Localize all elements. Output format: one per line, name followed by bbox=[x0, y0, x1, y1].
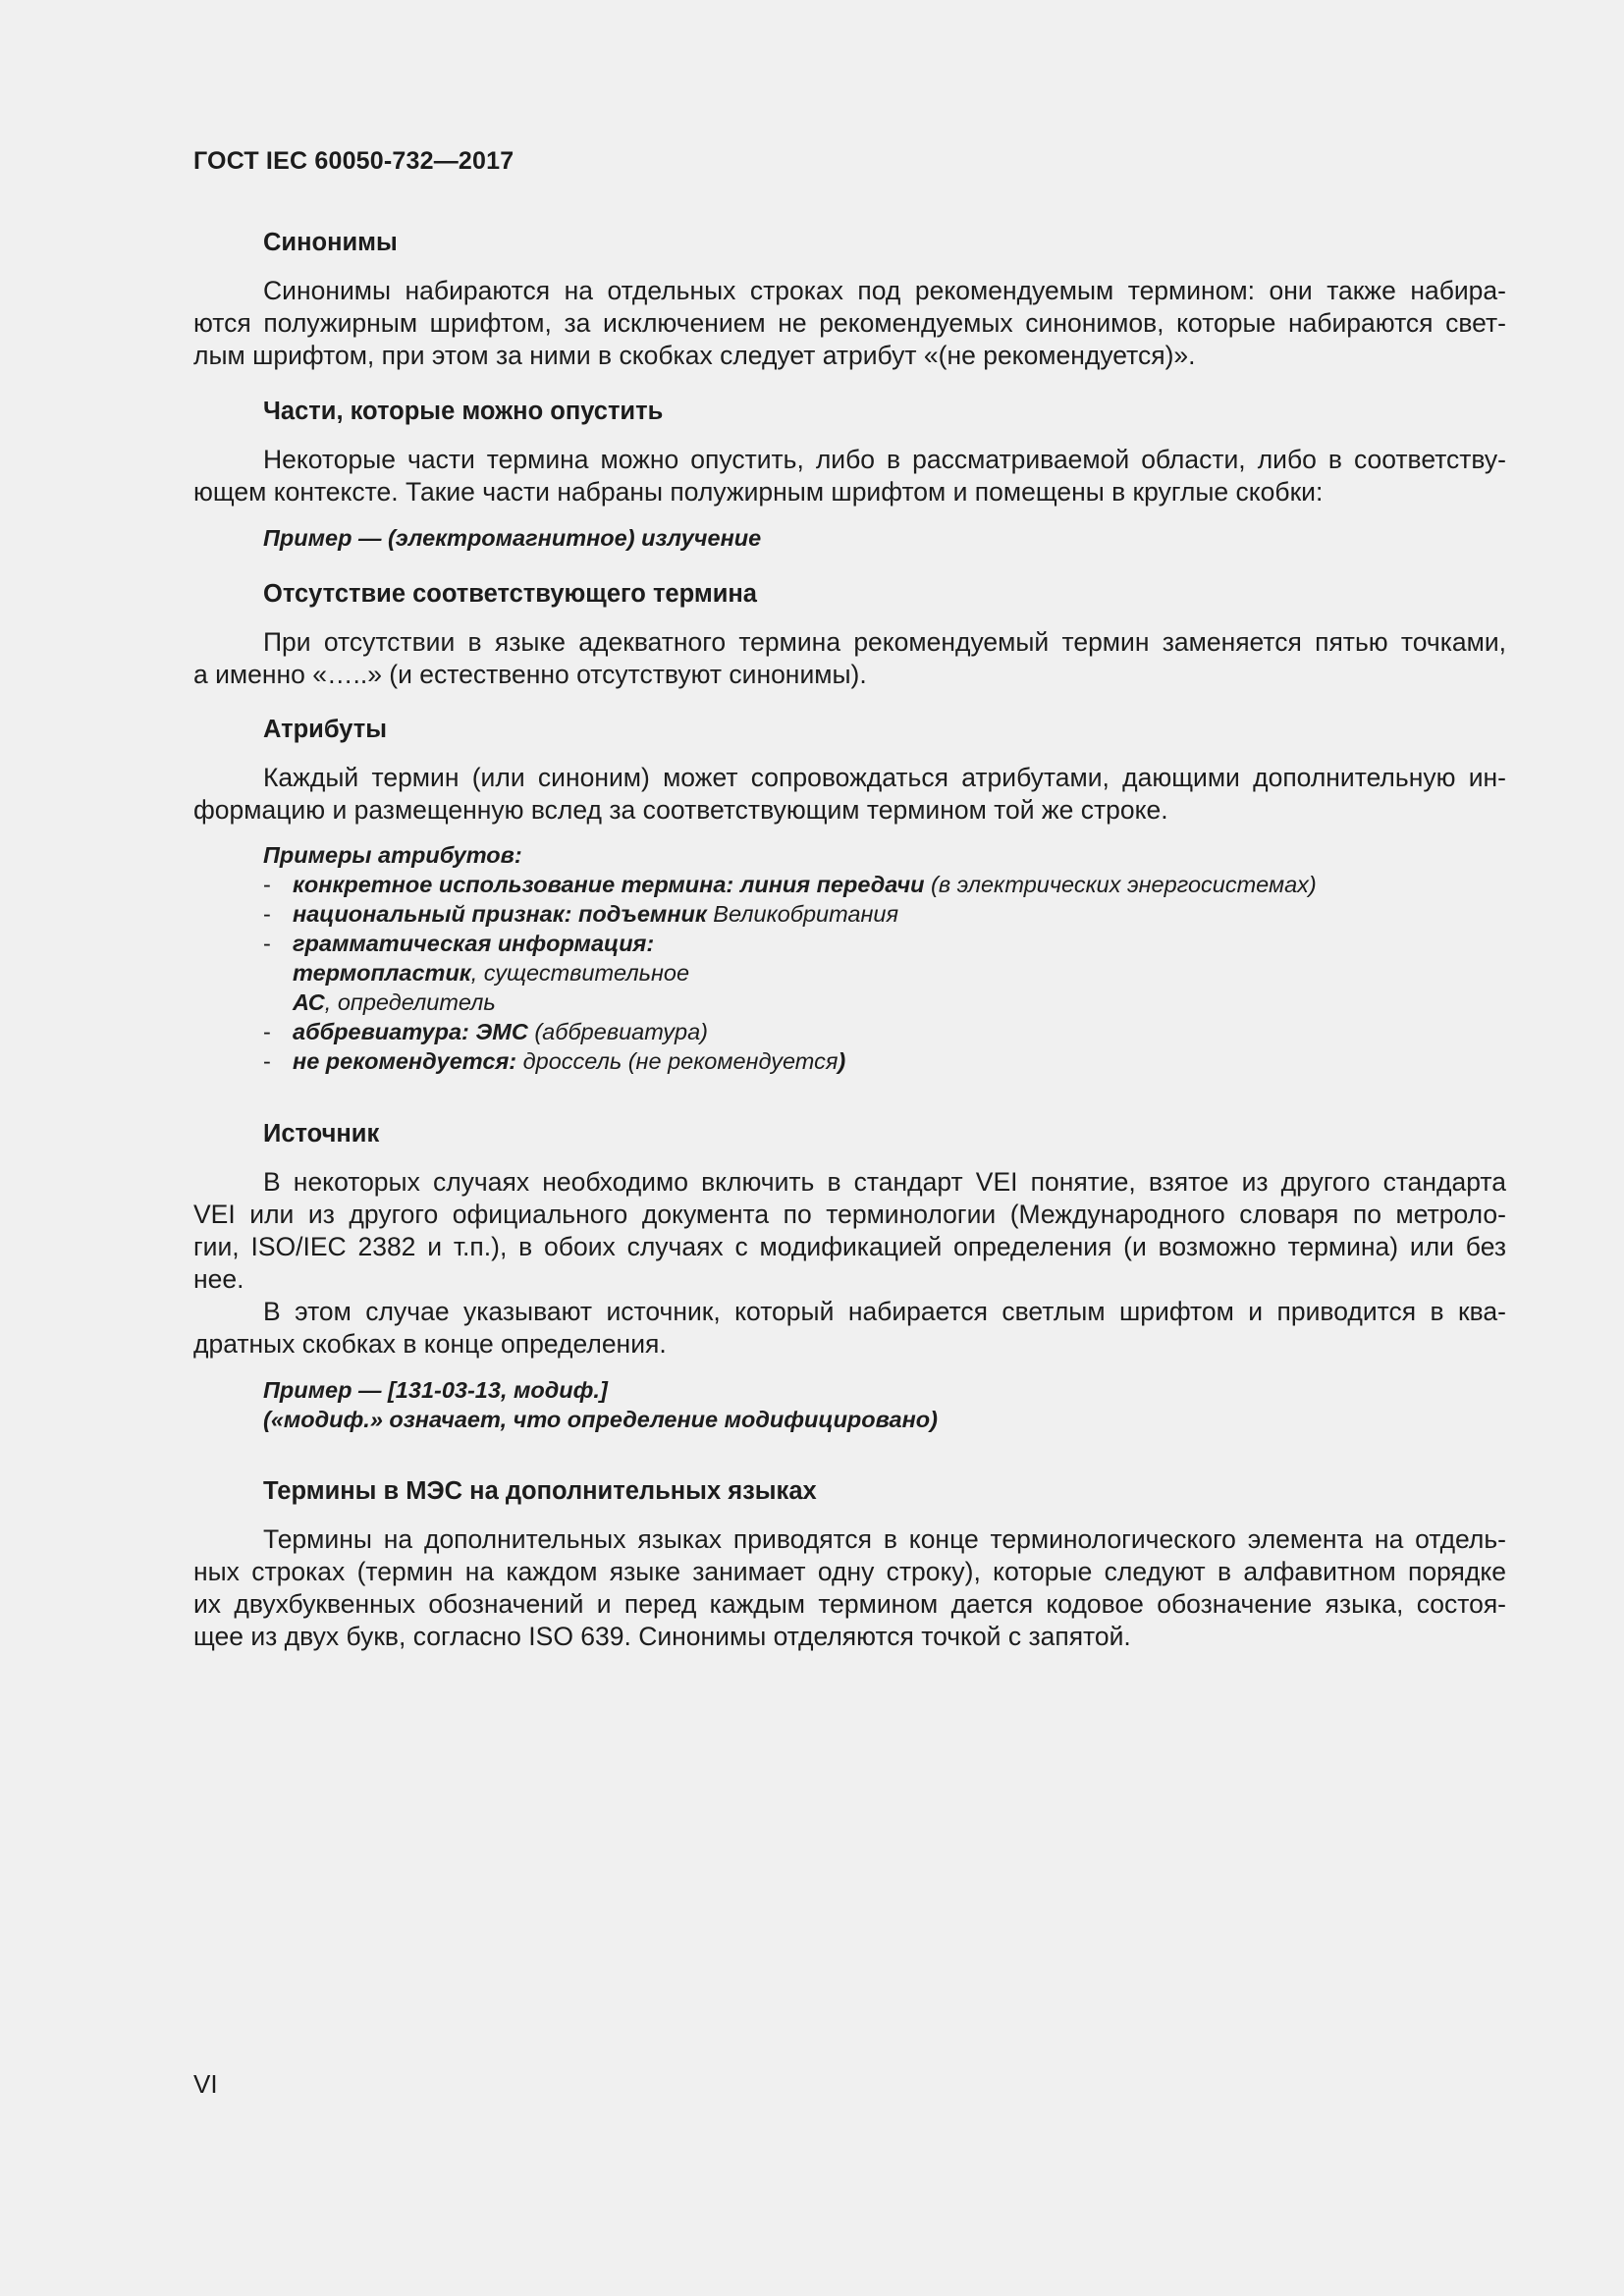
document-header: ГОСТ IEC 60050-732—2017 bbox=[193, 147, 514, 175]
list-item bbox=[263, 929, 654, 958]
example-text: Пример — [131-03-13, модиф.] bbox=[263, 1377, 608, 1403]
list-subitem-term: АС bbox=[293, 989, 325, 1015]
example-text: Пример — (электромагнитное) излучение bbox=[263, 525, 762, 551]
list-item-term: конкретное использование термина: линия передачи bbox=[293, 872, 925, 897]
list-dash: - bbox=[263, 1048, 271, 1074]
list-item-term: не рекомендуется: bbox=[293, 1048, 517, 1074]
list-item-note: (в электрических энергосистемах) bbox=[924, 872, 1317, 897]
list-item-note: (аббревиатура) bbox=[527, 1019, 708, 1044]
list-dash: - bbox=[263, 1019, 271, 1044]
paragraph-line: VEI или из другого официального документа по терминологии (Международного словаря по метроло- bbox=[193, 1200, 1506, 1229]
paragraph-line: В некоторых случаях необходимо включить в стандарт VEI понятие, взятое из другого стандарта bbox=[263, 1167, 1506, 1197]
list-item-note: дроссель (не рекомендуется bbox=[516, 1048, 839, 1074]
list-item-term: грамматическая информация: bbox=[293, 931, 655, 956]
section-title-attributes: Атрибуты bbox=[263, 716, 387, 743]
paragraph-line: а именно «…..» (и естественно отсутствуют синонимы). bbox=[193, 660, 867, 689]
paragraph-line: В этом случае указывают источник, который набирается светлым шрифтом и приводится в ква- bbox=[263, 1297, 1506, 1326]
paragraph-line: формацию и размещенную вслед за соответствующим термином той же строке. bbox=[193, 795, 1168, 825]
paragraph-line: Каждый термин (или синоним) может сопровождаться атрибутами, дающими дополнительную ин- bbox=[263, 763, 1506, 792]
list-dash: - bbox=[263, 931, 271, 956]
paragraph-line: нее. bbox=[193, 1264, 244, 1294]
list-dash: - bbox=[263, 901, 271, 927]
list-item-term: национальный признак: подъемник bbox=[293, 901, 707, 927]
list-subitem-note: , существительное bbox=[470, 960, 690, 986]
section-title-absent: Отсутствие соответствующего термина bbox=[263, 580, 757, 608]
paragraph-line: ющем контексте. Такие части набраны полужирным шрифтом и помещены в круглые скобки: bbox=[193, 477, 1324, 507]
paragraph-line: Синонимы набираются на отдельных строках под рекомендуемым термином: они также набира- bbox=[263, 276, 1506, 305]
paragraph-line: При отсутствии в языке адекватного термина рекомендуемый термин заменяется пятью точками, bbox=[263, 627, 1506, 657]
list-item bbox=[263, 1046, 845, 1076]
paragraph-line: гии, ISO/IEC 2382 и т.п.), в обоих случаях с модификацией определения (и возможно термина) или без bbox=[193, 1232, 1506, 1261]
paragraph-line: дратных скобках в конце определения. bbox=[193, 1329, 667, 1359]
page-number: VI bbox=[193, 2069, 218, 2099]
examples-title: Примеры атрибутов: bbox=[263, 842, 522, 868]
list-item-note: Великобритания bbox=[706, 901, 899, 927]
example-note: («модиф.» означает, что определение модифицировано) bbox=[263, 1407, 938, 1432]
section-title-omit: Части, которые можно опустить bbox=[263, 398, 664, 425]
section-title-languages: Термины в МЭС на дополнительных языках bbox=[263, 1477, 817, 1505]
paragraph-line: Некоторые части термина можно опустить, либо в рассматриваемой области, либо в соответству- bbox=[263, 445, 1506, 474]
list-subitem-term: термопластик bbox=[293, 960, 471, 986]
paragraph-line: их двухбуквенных обозначений и перед каждым термином дается кодовое обозначение языка, состоя- bbox=[193, 1589, 1506, 1619]
list-item-term: аббревиатура: ЭМС bbox=[293, 1019, 528, 1044]
paragraph-line: Термины на дополнительных языках приводятся в конце терминологического элемента на отдель- bbox=[263, 1524, 1506, 1554]
paragraph-line: ются полужирным шрифтом, за исключением не рекомендуемых синонимов, которые набираются свет- bbox=[193, 308, 1506, 338]
paragraph-line: ных строках (термин на каждом языке занимает одну строку), которые следуют в алфавитном порядке bbox=[193, 1557, 1506, 1586]
list-subitem bbox=[293, 988, 496, 1017]
section-title-synonyms: Синонимы bbox=[263, 229, 398, 256]
list-dash: - bbox=[263, 872, 271, 897]
paragraph-line: щее из двух букв, согласно ISO 639. Синонимы отделяются точкой с запятой. bbox=[193, 1622, 1131, 1651]
list-subitem-note: , определитель bbox=[324, 989, 496, 1015]
list-item bbox=[263, 899, 898, 929]
section-title-source: Источник bbox=[263, 1120, 380, 1148]
list-subitem bbox=[293, 958, 689, 988]
paragraph-line: лым шрифтом, при этом за ними в скобках следует атрибут «(не рекомендуется)». bbox=[193, 341, 1196, 370]
list-item-tail: ) bbox=[838, 1048, 846, 1074]
list-item bbox=[263, 1017, 708, 1046]
list-item bbox=[263, 870, 1317, 899]
